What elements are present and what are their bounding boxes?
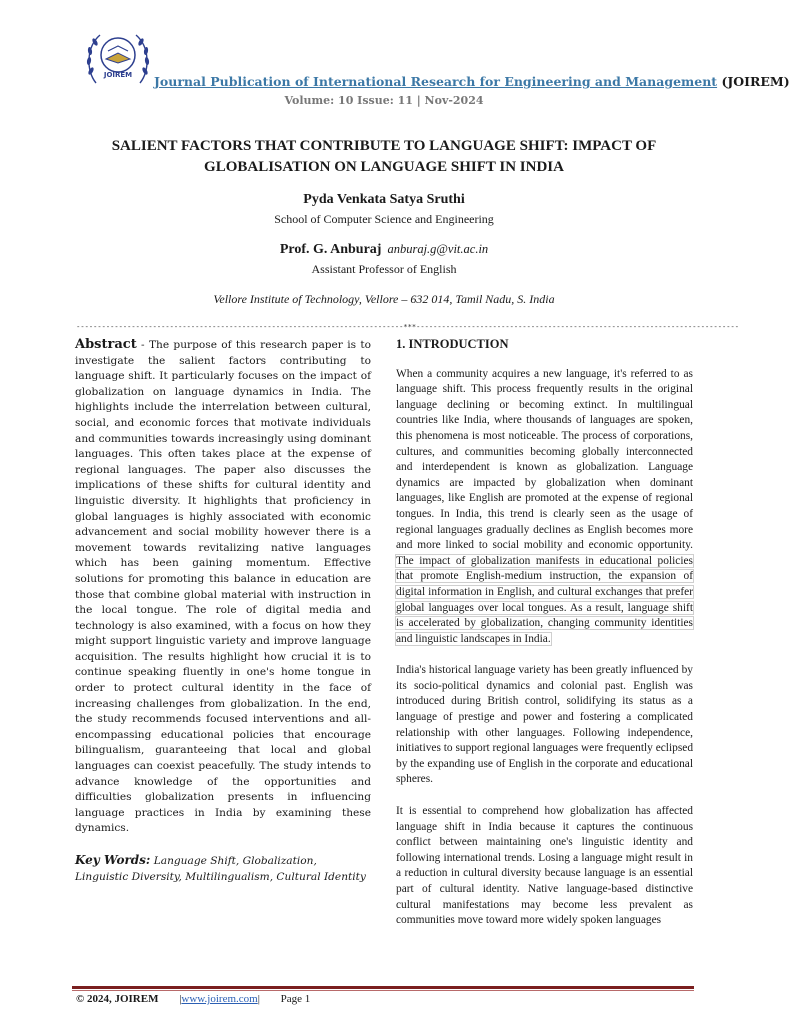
- footer-copyright: © 2024, JOIREM: [76, 993, 159, 1005]
- journal-line: [154, 74, 790, 89]
- footer-page-number: Page 1: [280, 993, 311, 1005]
- footer: [76, 993, 310, 1005]
- abstract-column: [75, 337, 371, 885]
- author-2-affiliation: Assistant Professor of English: [311, 262, 457, 276]
- logo-text: JOIREM: [103, 71, 133, 79]
- abstract-heading: Abstract: [75, 337, 137, 352]
- footer-rule-thin: [72, 990, 694, 991]
- introduction-column: [396, 337, 693, 945]
- introduction-heading: 1. INTRODUCTION: [396, 337, 509, 351]
- paragraph-1-highlight: The impact of globalization manifests in educational policies that promote English-medium instruction, the expansion of digital information in English, and cultural exchanges that prefer global languages over local tongues. As a result, language shift is accelerated by globalization, changing community identities and linguistic landscapes in India.: [396, 554, 693, 645]
- author-2-email[interactable]: anburaj.g@vit.ac.in: [387, 242, 489, 256]
- author-1-affiliation: School of Computer Science and Engineering: [274, 212, 494, 226]
- journal-name-link[interactable]: Journal Publication of International Research for Engineering and Management: [154, 74, 718, 89]
- introduction-paragraph-3: It is essential to comprehend how globalization has affected language shift in India because it captures the continuous conflict between maintaining one's linguistic identity and following international trends. Losing a language might result in a reduction in cultural diversity because language is an essential part of cultural identity. Native language-based distinctive cultural manifestations may become less prevalent as communities move toward more widely spoken languages: [396, 805, 693, 927]
- keywords: [75, 853, 371, 885]
- introduction-paragraph-1: [396, 367, 693, 648]
- journal-abbreviation: (JOIREM): [721, 74, 790, 89]
- journal-logo: [82, 25, 154, 93]
- footer-separator: |: [179, 993, 182, 1005]
- footer-rule: [72, 986, 694, 989]
- paper-title: SALIENT FACTORS THAT CONTRIBUTE TO LANGUAGE SHIFT: IMPACT OF GLOBALISATION ON LANGUAGE SHIFT IN INDIA: [111, 138, 657, 175]
- footer-website-link[interactable]: www.joirem.com: [181, 993, 258, 1005]
- author-2-name: Prof. G. Anburaj: [279, 242, 382, 257]
- author-1-name: Pyda Venkata Satya Sruthi: [303, 192, 465, 207]
- abstract-text: - The purpose of this research paper is to investigate the salient factors contributing to language shift. It particularly focuses on the impact of globalization on language dynamics in India. The highlights include the interrelation between cultural, social, and economic forces that motivate individuals and communities towards increasingly using dominant languages. This often takes place at the expense of regional languages. The paper also discusses the implications of these shifts for cultural identity and linguistic diversity. It highlights that proficiency in global languages is highly associated with economic advancement and social mobility however there is a movement towards revitalizing native languages which has been gaining momentum. Effective solutions for promoting this balance in education are those that combine global material with instruction in the local tongue. The role of digital media and technology is also examined, with a focus on how they might support linguistic variety and improve language acquisition. The results highlight how crucial it is to continue speaking fluently in one's home tongue in order to protect cultural identity in the face of increasing challenges from globalization. In the end, the study recommends focused interventions and all-encompassing educational policies that encourage bilingualism, guaranteeing that local and global languages can coexist peacefully. The study intends to advance knowledge of the opportunities and difficulties globalization presents in influencing language practices in India by examining these dynamics.: [75, 339, 371, 835]
- abstract: [75, 337, 371, 837]
- footer-separator: |: [257, 993, 260, 1005]
- keywords-text: Language Shift, Globalization, Linguistic Diversity, Multilingualism, Cultural Identity: [75, 855, 366, 883]
- section-divider: -----------------------------------------------------------------------------***----------------------------------------------------------------------------: [76, 322, 739, 331]
- institution: Vellore Institute of Technology, Vellore – 632 014, Tamil Nadu, S. India: [213, 292, 555, 306]
- volume-issue: Volume: 10 Issue: 11 | Nov-2024: [284, 94, 484, 107]
- keywords-heading: Key Words:: [75, 853, 151, 867]
- author-2-line: [0, 242, 768, 258]
- introduction-paragraph-2: India's historical language variety has been greatly influenced by its socio-political dynamics and colonial past. English was introduced during British control, solidifying its status as a language of prestige and power and fostering a complicated relationship with other languages. Following independence, initiatives to support regional languages were frequently eclipsed by the expanding use of English in the corporate and educational spheres.: [396, 664, 694, 786]
- paragraph-1-text: When a community acquires a new language, it's referred to as language shift. This process frequently results in the original language declining or becoming extinct. In multilingual countries like India, where thousands of languages are spoken, this phenomena is most noticeable. The process of corporations, cultures, and communities becoming globally interconnected and interdependent is known as globalization. Language dynamics are impacted by globalization when dominant languages, like English are promoted at the expense of regional tongues. In India, this trend is clearly seen as the usage of regional languages gradually declines as English becomes more and more linked to social mobility and economic opportunity.: [396, 367, 693, 552]
